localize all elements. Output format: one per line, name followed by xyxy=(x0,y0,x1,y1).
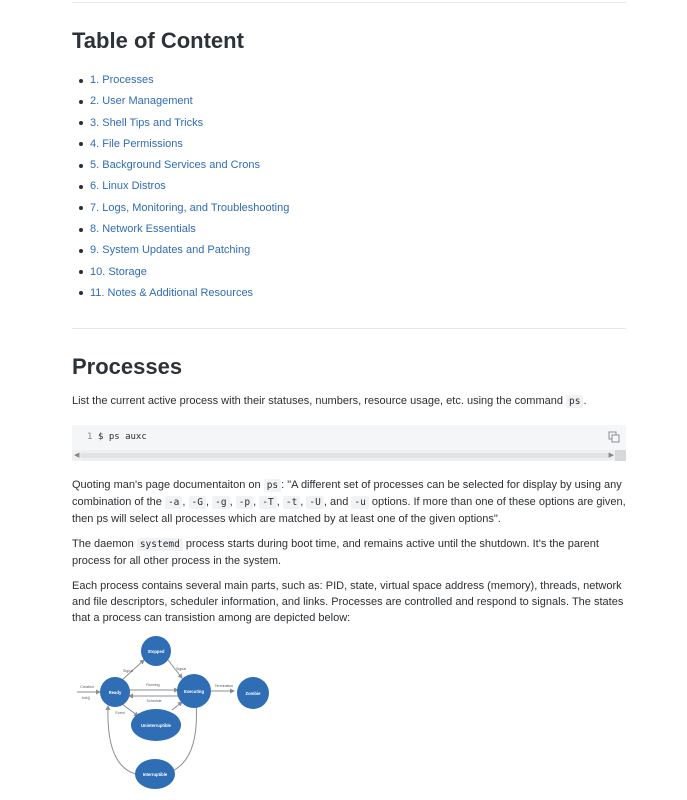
scroll-left-icon[interactable]: ◀ xyxy=(74,452,80,459)
separator-and: , and xyxy=(323,496,352,508)
state-stopped-label: Stopped xyxy=(147,649,165,654)
toc-link-shell-tips[interactable]: 3. Shell Tips and Tricks xyxy=(90,116,204,129)
toc-link-linux-distros[interactable]: 6. Linux Distros xyxy=(90,180,166,193)
toc-item xyxy=(72,70,289,91)
intro-period: . xyxy=(583,395,587,407)
quote-text-start: Quoting man's page documentaiton on xyxy=(72,479,264,491)
state-executing-label: Executing xyxy=(183,689,205,694)
section-title-processes: Processes xyxy=(72,354,183,379)
toc-item xyxy=(72,134,289,155)
toc-link-storage[interactable]: 10. Storage xyxy=(90,265,147,278)
intro-text: List the current active process with their statuses, numbers, resource usage, etc. using the command xyxy=(72,395,567,407)
edge-label-signal-left: Signal xyxy=(123,669,133,673)
state-ready-label: Ready xyxy=(108,690,122,695)
toc-item xyxy=(72,198,289,219)
edge-label-fork: fork() xyxy=(81,696,91,700)
toc-item xyxy=(72,240,289,261)
separator: , xyxy=(300,496,307,508)
separator: , xyxy=(253,496,260,508)
toc-title: Table of Content xyxy=(72,28,244,53)
toc-link-user-management[interactable]: 2. User Management xyxy=(90,95,193,108)
top-divider xyxy=(72,2,626,3)
separator: , xyxy=(276,496,283,508)
code-line-number: 1 xyxy=(87,432,93,442)
toc-item xyxy=(72,262,289,283)
separator: , xyxy=(182,496,189,508)
toc-link-processes[interactable]: 1. Processes xyxy=(90,74,154,86)
toc-item xyxy=(72,219,289,240)
edge-label-creation: Creation xyxy=(80,685,94,689)
inline-code-opt-g: -g xyxy=(212,496,229,509)
toc-item xyxy=(72,283,289,304)
toc-link-file-permissions[interactable]: 4. File Permissions xyxy=(90,137,183,150)
daemon-text-start: The daemon xyxy=(72,538,137,550)
toc-link-system-updates[interactable]: 9. System Updates and Patching xyxy=(90,244,251,257)
scroll-right-icon[interactable]: ▶ xyxy=(608,452,614,459)
toc-list xyxy=(72,70,289,304)
quote-text-mid: : "A different set of processes can be selected for display by using any combination of the xyxy=(72,479,622,508)
toc-link-logs-monitoring[interactable]: 7. Logs, Monitoring, and Troubleshooting xyxy=(90,201,290,214)
toc-item xyxy=(72,91,289,112)
daemon-text-end: process starts during boot time, and remains active until the shutdown. It's the parent process for all other process in the system. xyxy=(72,538,599,567)
edge-label-running: Running xyxy=(146,683,160,687)
inline-code-opt-U: -U xyxy=(306,496,323,509)
process-state-diagram xyxy=(72,636,282,796)
separator: , xyxy=(229,496,236,508)
edge-label-event: Event xyxy=(115,711,125,715)
edge-label-schedule: Schedule xyxy=(146,699,162,703)
inline-code-systemd: systemd xyxy=(137,538,183,551)
inline-code-opt-t: -t xyxy=(283,496,300,509)
scrollbar-corner xyxy=(615,450,626,461)
copy-icon[interactable] xyxy=(608,431,620,443)
inline-code-opt-p: -p xyxy=(236,496,253,509)
state-zombie-label: Zombie xyxy=(245,691,261,696)
code-block xyxy=(72,425,626,461)
state-interruptible-label: Interruptible xyxy=(142,772,168,777)
inline-code-opt-u: -u xyxy=(351,496,368,509)
processes-intro xyxy=(72,393,626,410)
edge-wake xyxy=(172,702,182,710)
quote-paragraph xyxy=(72,477,626,527)
state-uninterruptible-label: Uninterruptible xyxy=(140,723,172,728)
inline-code-opt-T: -T xyxy=(259,496,276,509)
separator: , xyxy=(205,496,213,508)
inline-code-ps: ps xyxy=(264,479,281,492)
scrollbar-thumb[interactable] xyxy=(80,453,610,458)
toc-item xyxy=(72,176,289,197)
toc-item xyxy=(72,113,289,134)
toc-link-notes-resources[interactable]: 11. Notes & Additional Resources xyxy=(90,286,254,299)
edge-label-signal-right: Signal xyxy=(176,667,186,671)
toc-link-network-essentials[interactable]: 8. Network Essentials xyxy=(90,223,196,236)
process-parts-paragraph: Each process contains several main parts, such as: PID, state, virtual space address (memory), threads, network and file descriptors, scheduler information, and links. Processes are controlled and respond to signals. The states that a process can transistion among are depicted below: xyxy=(72,580,624,624)
toc-link-background-services[interactable]: 5. Background Services and Crons xyxy=(90,159,260,172)
inline-code-opt-a: -a xyxy=(165,496,182,509)
horizontal-scrollbar[interactable] xyxy=(72,450,626,461)
edge-interruptible-in xyxy=(170,702,196,772)
code-command: $ ps auxc xyxy=(98,432,147,442)
edge-label-termination: Termination xyxy=(214,684,234,688)
inline-code-ps: ps xyxy=(566,395,583,408)
quote-text-end: options. If more than one of these options are given, then ps will select all processes which are matched by at least one of the given options". xyxy=(72,496,626,525)
section-divider xyxy=(72,328,626,329)
daemon-paragraph xyxy=(72,536,626,569)
inline-code-opt-G: -G xyxy=(189,496,206,509)
toc-item xyxy=(72,155,289,176)
edge-interruptible-out xyxy=(108,706,136,774)
